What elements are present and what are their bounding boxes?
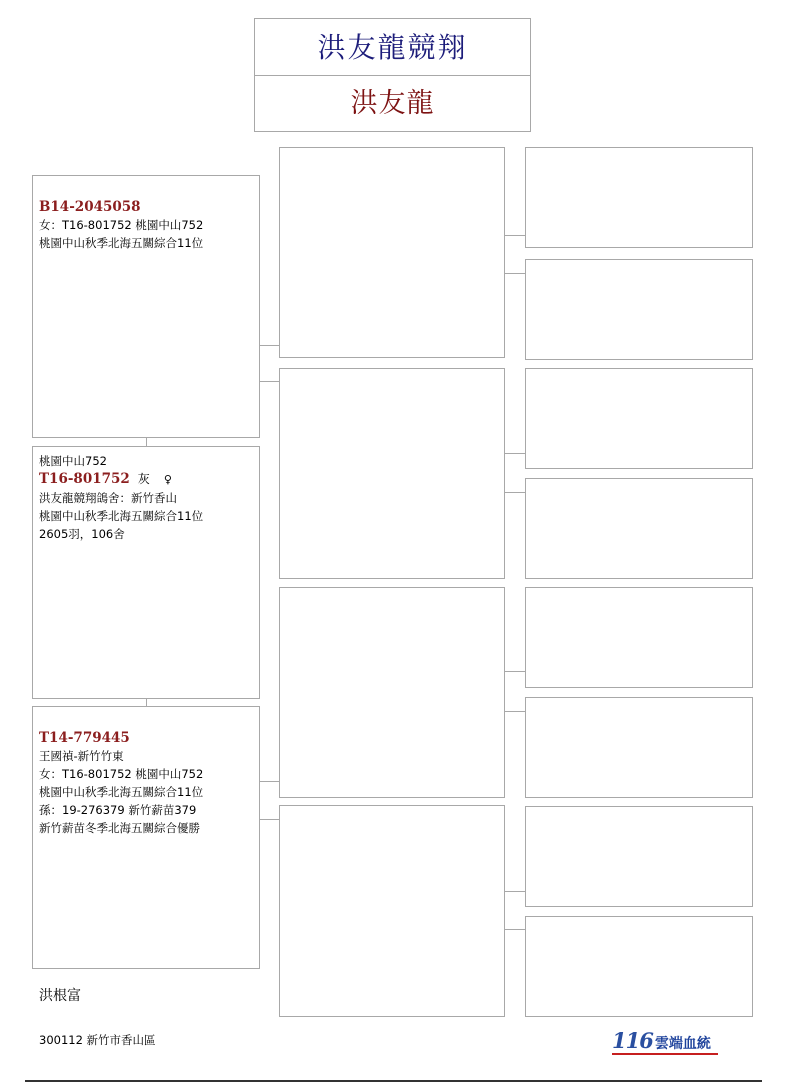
subject-ring: T16-801752 bbox=[39, 471, 130, 487]
subject-line-3: 2605羽，106舍 bbox=[39, 527, 125, 541]
connector bbox=[260, 819, 279, 820]
subject-sex: ♀ bbox=[163, 473, 172, 486]
dam-line-3: 桃園中山秋季北海五關綜合11位 bbox=[39, 785, 204, 799]
subject-loft-tag: 桃園中山752 bbox=[39, 454, 107, 468]
subject-color: 灰 bbox=[137, 472, 150, 486]
great-grandparent-card-2[interactable] bbox=[525, 259, 753, 360]
great-grandparent-card-7[interactable] bbox=[525, 806, 753, 907]
great-grandparent-card-8[interactable] bbox=[525, 916, 753, 1017]
great-grandparent-card-6[interactable] bbox=[525, 697, 753, 798]
great-grandparent-card-5[interactable] bbox=[525, 587, 753, 688]
owner-name: 洪友龍 bbox=[350, 88, 435, 119]
logo-number: 116 bbox=[612, 1028, 653, 1053]
great-grandparent-card-4[interactable] bbox=[525, 478, 753, 579]
dam-line-4: 孫：19-276379 新竹薪苗379 bbox=[39, 803, 197, 817]
subject-line-2: 桃園中山秋季北海五關綜合11位 bbox=[39, 509, 204, 523]
breeder-name: 洪根富 bbox=[39, 988, 81, 1004]
connector bbox=[505, 273, 525, 274]
great-grandparent-card-1[interactable] bbox=[525, 147, 753, 248]
bottom-divider bbox=[25, 1080, 762, 1082]
title-box bbox=[254, 18, 531, 132]
logo bbox=[612, 1028, 724, 1058]
grandparent-card-3[interactable] bbox=[279, 587, 505, 798]
subject-card[interactable] bbox=[32, 446, 260, 699]
sire-card[interactable] bbox=[32, 175, 260, 438]
connector bbox=[260, 345, 279, 346]
dam-line-2: 女：T16-801752 桃園中山752 bbox=[39, 767, 204, 781]
connector bbox=[505, 235, 525, 236]
connector bbox=[505, 929, 525, 930]
subject-line-1: 洪友龍競翔鴿舍：新竹香山 bbox=[39, 491, 177, 505]
connector bbox=[505, 711, 525, 712]
dam-line-1: 王國禎-新竹竹東 bbox=[39, 749, 124, 763]
dam-card[interactable] bbox=[32, 706, 260, 969]
dam-ring: T14-779445 bbox=[39, 730, 130, 746]
connector bbox=[505, 891, 525, 892]
sire-line-2: 桃園中山秋季北海五關綜合11位 bbox=[39, 236, 204, 250]
dam-line-5: 新竹薪苗冬季北海五關綜合優勝 bbox=[39, 821, 200, 835]
grandparent-card-1[interactable] bbox=[279, 147, 505, 358]
sire-ring: B14-2045058 bbox=[39, 199, 141, 215]
connector bbox=[260, 381, 279, 382]
connector bbox=[260, 781, 279, 782]
connector bbox=[505, 492, 525, 493]
connector bbox=[146, 699, 147, 706]
sire-line-1: 女：T16-801752 桃園中山752 bbox=[39, 218, 204, 232]
logo-text: 雲端血統 bbox=[654, 1036, 711, 1052]
grandparent-card-2[interactable] bbox=[279, 368, 505, 579]
breeder-address: 300112 新竹市香山區 bbox=[39, 1033, 156, 1047]
loft-name: 洪友龍競翔 bbox=[255, 19, 530, 76]
great-grandparent-card-3[interactable] bbox=[525, 368, 753, 469]
connector bbox=[146, 438, 147, 446]
grandparent-card-4[interactable] bbox=[279, 805, 505, 1017]
logo-underline bbox=[612, 1053, 718, 1055]
connector bbox=[505, 453, 525, 454]
connector bbox=[505, 671, 525, 672]
